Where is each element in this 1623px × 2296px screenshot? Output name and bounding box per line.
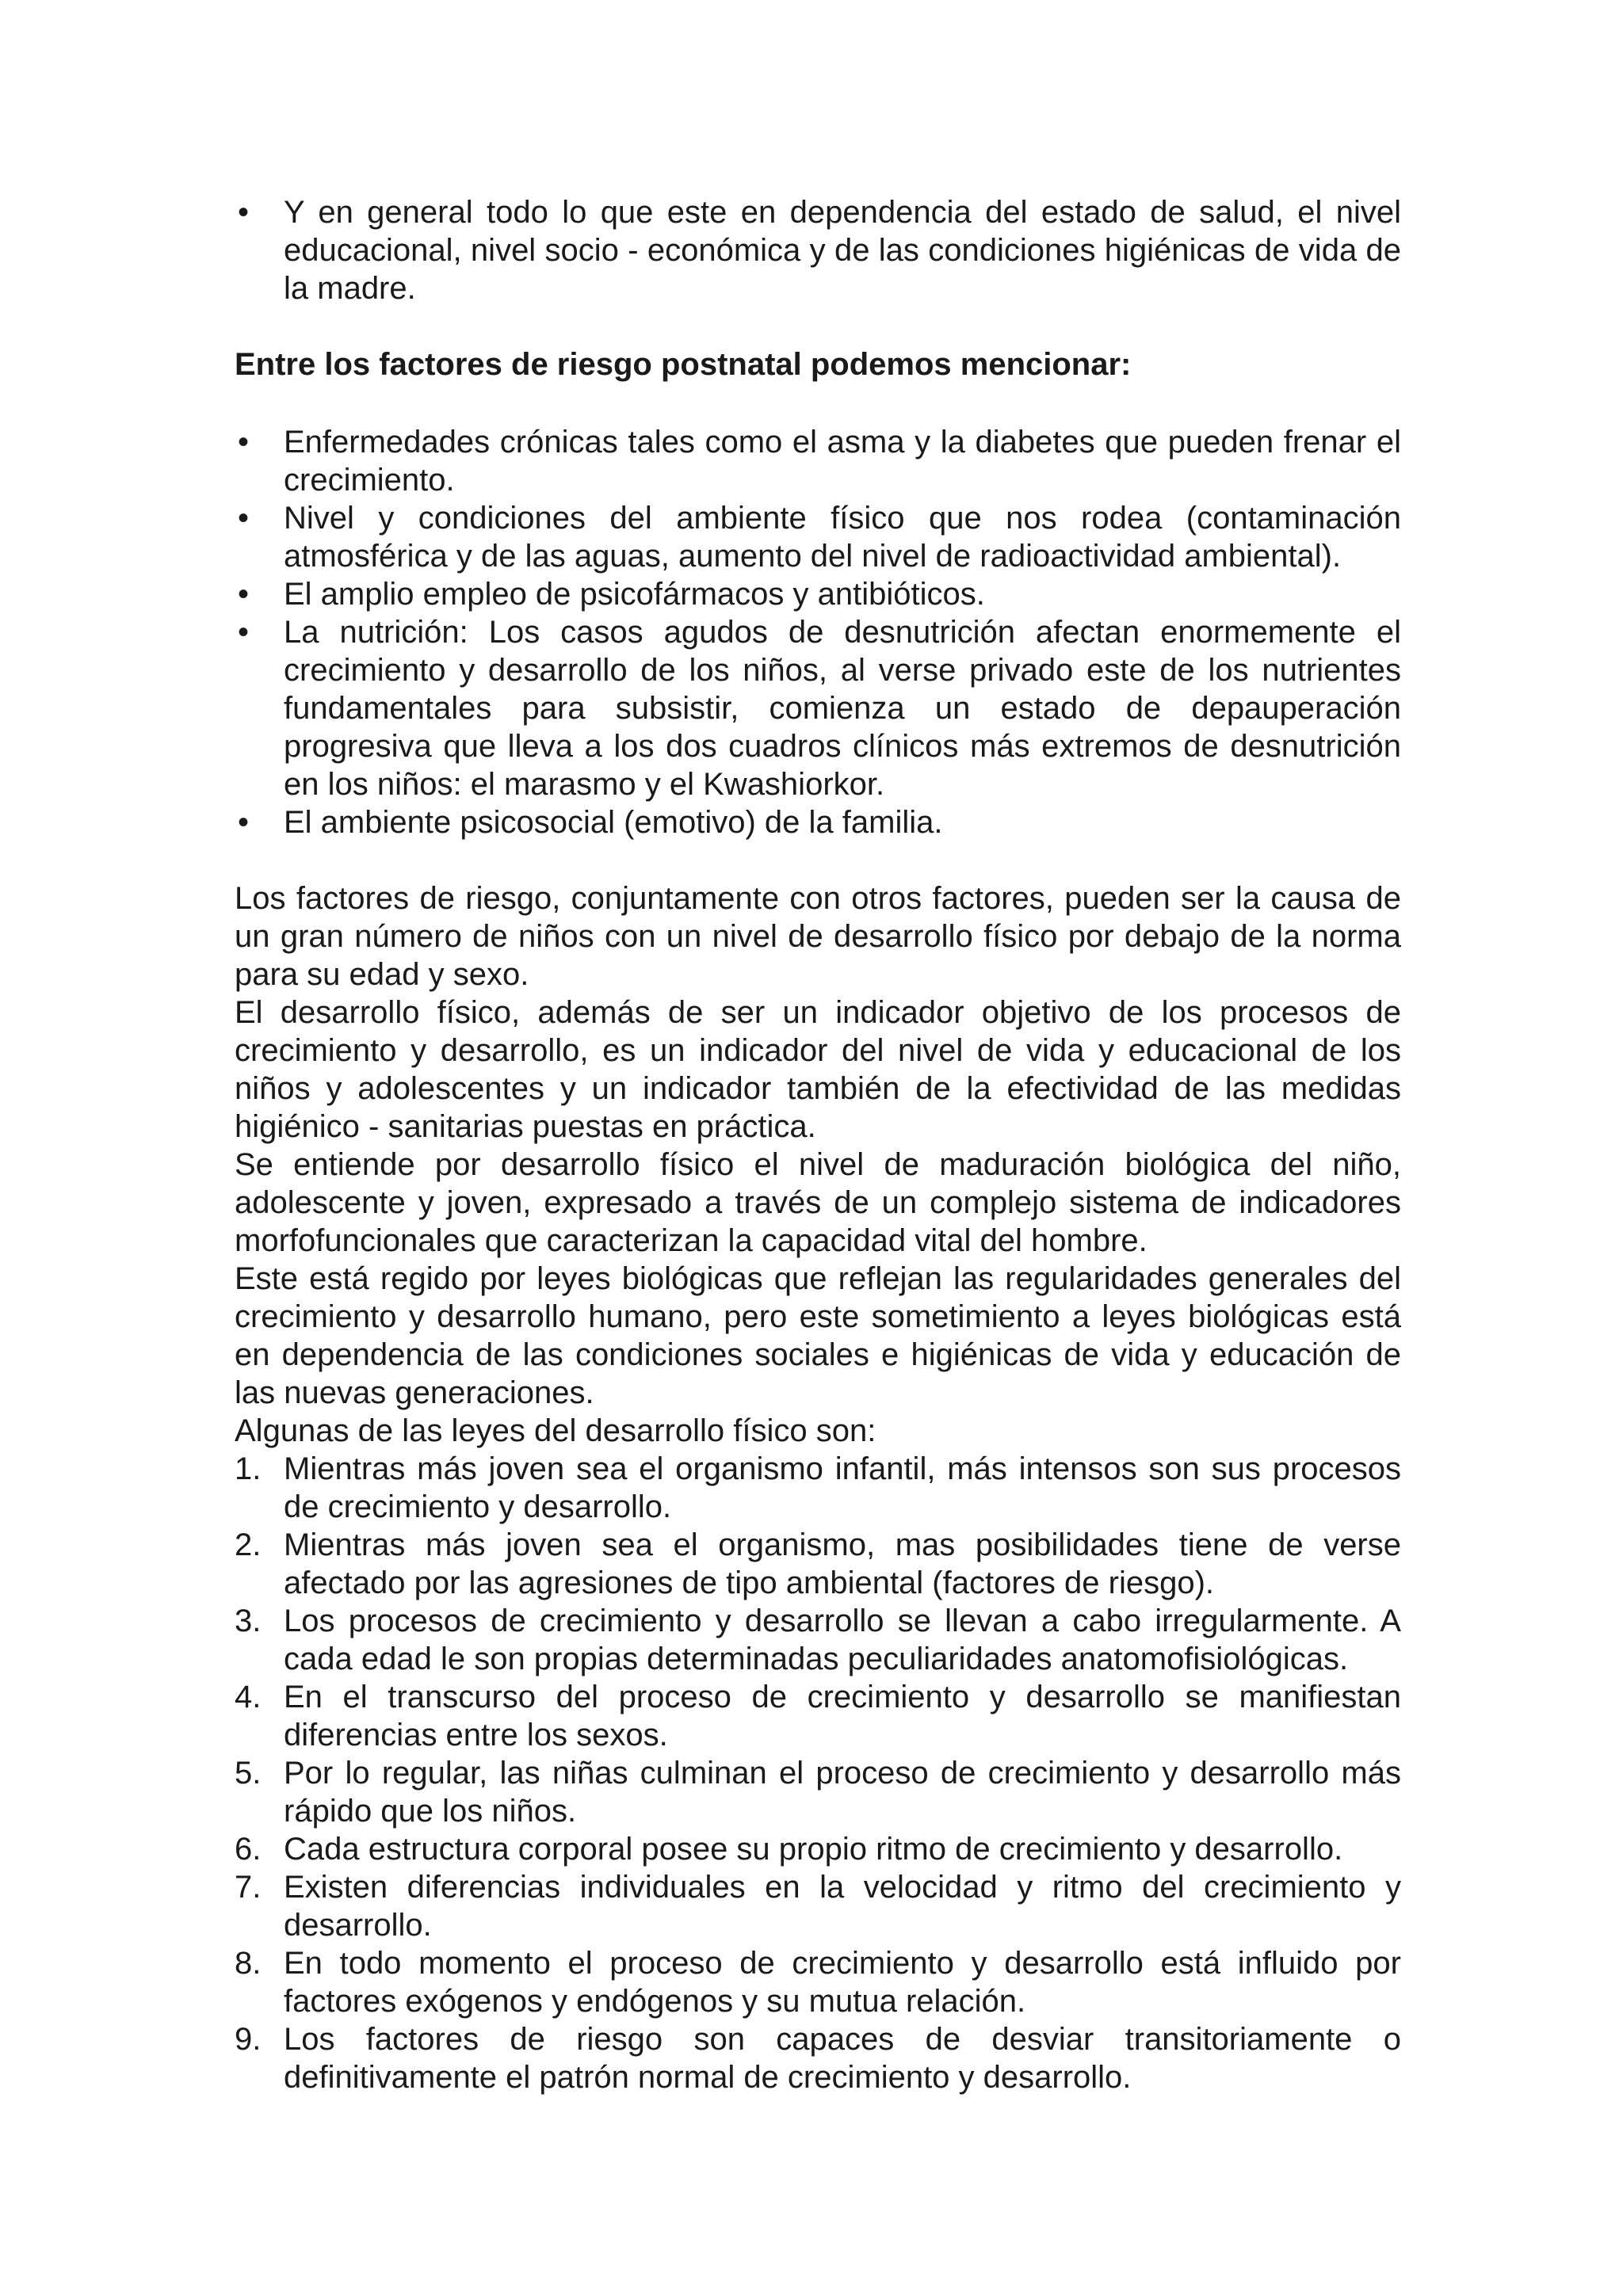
list-number: 8. [235,1946,262,1981]
section-heading: Entre los factores de riesgo postnatal podemos mencionar: [235,347,1132,382]
list-item: • Y en general todo lo que este en dependencia del estado de salud, el nivel educacional, nivel socio - económica y de las condiciones higiénicas de vida de la madre. [235,193,1401,307]
list-number: 6. [235,1832,262,1867]
list-item-text: Por lo regular, las niñas culminan el proceso de crecimiento y desarrollo más rápido que los niños. [284,1756,1401,1829]
list-item: • El ambiente psicosocial (emotivo) de la familia. [235,803,1401,841]
list-item-text: Mientras más joven sea el organismo, mas posibilidades tiene de verse afectado por las agresiones de tipo ambiental (factores de riesgo). [284,1527,1401,1600]
list-number: 1. [235,1451,262,1486]
list-item-text: Los procesos de crecimiento y desarrollo se llevan a cabo irregularmente. A cada edad le son propias determinadas peculiaridades anatomofisiológicas. [284,1604,1401,1676]
list-item-text: En todo momento el proceso de crecimiento y desarrollo está influido por factores exógenos y endógenos y su mutua relación. [284,1946,1401,2019]
list-item: • Enfermedades crónicas tales como el asma y la diabetes que pueden frenar el crecimiento. [235,423,1401,499]
intro-bullet-list [235,193,1401,307]
list-number: 2. [235,1527,262,1562]
list-item: • El amplio empleo de psicofármacos y antibióticos. [235,575,1401,613]
list-number: 3. [235,1604,262,1638]
list-item [235,1450,1401,1526]
paragraph: Los factores de riesgo, conjuntamente con otros factores, pueden ser la causa de un gran número de niños con un nivel de desarrollo físico por debajo de la norma para su edad y sexo. [235,881,1401,992]
list-item [235,2020,1401,2096]
paragraph: Se entiende por desarrollo físico el nivel de maduración biológica del niño, adolescente y joven, expresado a través de un complejo sistema de indicadores morfofuncionales que caracterizan la capacidad vital del hombre. [235,1147,1401,1258]
list-number: 7. [235,1870,262,1905]
list-item-text: Cada estructura corporal posee su propio ritmo de crecimiento y desarrollo. [284,1832,1343,1867]
list-number: 9. [235,2022,262,2057]
list-item [235,1602,1401,1678]
list-item: • La nutrición: Los casos agudos de desnutrición afectan enormemente el crecimiento y desarrollo de los niños, al verse privado este de los nutrientes fundamentales para subsistir, comienza un estado de depauperación progresiva que lleva a los dos cuadros clínicos más extremos de desnutrición en los niños: el marasmo y el Kwashiorkor. [235,613,1401,803]
list-item-text: En el transcurso del proceso de crecimiento y desarrollo se manifiestan diferencias entre los sexos. [284,1680,1401,1753]
list-item [235,1754,1401,1830]
list-item-text: Existen diferencias individuales en la velocidad y ritmo del crecimiento y desarrollo. [284,1870,1401,1943]
list-item-text: Mientras más joven sea el organismo infantil, más intensos son sus procesos de crecimiento y desarrollo. [284,1451,1401,1524]
list-item-text: Los factores de riesgo son capaces de desviar transitoriamente o definitivamente el patrón normal de crecimiento y desarrollo. [284,2022,1401,2095]
document-page [235,193,1401,2096]
list-item [235,1830,1401,1868]
paragraph: El desarrollo físico, además de ser un indicador objetivo de los procesos de crecimiento y desarrollo, es un indicador del nivel de vida y educacional de los niños y adolescentes y un indicador también de la efectividad de las medidas higiénico - sanitarias puestas en práctica. [235,995,1401,1144]
body-text [235,879,1401,1450]
list-number: 5. [235,1756,262,1791]
list-number: 4. [235,1680,262,1714]
list-item [235,1526,1401,1602]
list-item: • Nivel y condiciones del ambiente físico que nos rodea (contaminación atmosférica y de las aguas, aumento del nivel de radioactividad ambiental). [235,499,1401,575]
laws-numbered-list [235,1450,1401,2096]
list-item [235,1944,1401,2020]
postnatal-bullet-list [235,423,1401,841]
list-item [235,1678,1401,1754]
paragraph: Este está regido por leyes biológicas que reflejan las regularidades generales del crecimiento y desarrollo humano, pero este sometimiento a leyes biológicas está en dependencia de las condiciones sociales e higiénicas de vida y educación de las nuevas generaciones. [235,1261,1401,1410]
paragraph: Algunas de las leyes del desarrollo físico son: [235,1413,876,1448]
list-item [235,1868,1401,1944]
